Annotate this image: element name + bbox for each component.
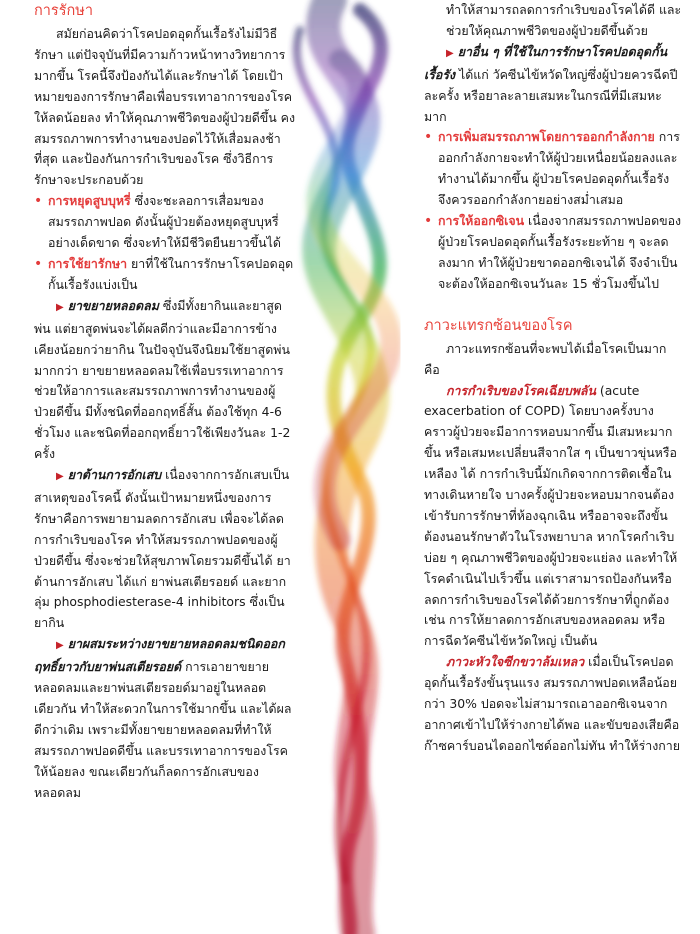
bullet-title: การให้ออกซิเจน <box>438 213 525 229</box>
bullet-title: การหยุดสูบบุหรี่ <box>48 193 131 209</box>
bullet-dot-icon: • <box>424 213 433 230</box>
right-column <box>424 0 682 757</box>
triangle-bullet-icon: ▶ <box>56 301 64 313</box>
sub-item-title: ยาผสมระหว่างยาขยายหลอดลมชนิดออกฤทธิ์ยาวกับยาพ่นสเตียรอยด์ <box>34 636 285 675</box>
left-column <box>34 0 296 804</box>
bullet-text: เนื่องจากสมรรถภาพปอดของผู้ป่วยโรคปอดอุดกั้นเรื้อรังระยะท้าย ๆ จะลดลงมาก ทำให้ผู้ป่วยขาดออกซิเจนได้ จึงจำเป็นจะต้องให้ออกซิเจนวันละ 15 ชั่วโมงขึ้นไป <box>438 213 682 291</box>
sub-item-bronchodilator <box>34 296 296 465</box>
section-heading-treatment: การรักษา <box>34 3 93 19</box>
complication-text: (acute exacerbation of COPD) โดยบางครั้งบางคราวผู้ป่วยจะมีอาการหอบมากขึ้น มีเสมหะมากขึ้น หรือเสมหะเปลี่ยนสีจากใส ๆ เป็นขาวขุ่นหรือเหลือง ได้ การกำเริบนี้มักเกิดจากการติดเชื้อในทางเดินหายใจ บางครั้งผู้ป่วยจะหอบมากจนต้องเข้ารับการรักษาที่ห้องฉุกเฉิน หรืออาจจะถึงขั้นต้องนอนรักษาตัวในโรงพยาบาล หากโรคกำเริบบ่อย ๆ คุณภาพชีวิตของผู้ป่วยจะแย่ลง และทำให้โรคดำเนินไปเร็วขึ้น แต่เราสามารถป้องกันหรือลดการกำเริบของโรคได้ด้วยการรักษาที่ถูกต้อง เช่น การให้ยาลดการอักเสบของหลอดลม หรือการฉีดวัคซีนไข้หวัดใหญ่ เป็นต้น <box>424 382 678 649</box>
sub-item-anti-inflammatory <box>34 465 296 634</box>
complication-text: เมื่อเป็นโรคปอดอุดกั้นเรื้อรังขั้นรุนแรง สมรรถภาพปอดเหลือน้อยกว่า 30% ปอดจะไม่สามารถเอาออกซิเจนจากอากาศเข้าไปให้ร่างกายได้พอ และขับของเสียคือก๊าซคาร์บอนไดออกไซด์ออกไม่ทัน ทำให้ร่างกาย <box>424 654 680 753</box>
bullet-title: การใช้ยารักษา <box>48 255 128 271</box>
bullet-text: การออกกำลังกายจะทำให้ผู้ป่วยเหนื่อยน้อยลงและทำงานได้มากขึ้น ผู้ป่วยโรคปอดอุดกั้นเรื้อรังจึงควรออกกำลังกายอย่างสม่ำเสมอ <box>438 129 680 208</box>
bullet-dot-icon: • <box>424 129 433 146</box>
triangle-bullet-icon: ▶ <box>56 471 64 483</box>
bullet-dot-icon: • <box>34 255 43 272</box>
bullet-item-oxygen <box>424 211 682 295</box>
complication-title: การกำเริบของโรคเฉียบพลัน <box>446 382 596 398</box>
triangle-bullet-icon: ▶ <box>56 640 64 652</box>
complication-acute-exacerbation <box>424 381 682 653</box>
complication-title: ภาวะหัวใจซีกขวาล้มเหลว <box>446 654 585 670</box>
triangle-bullet-icon: ▶ <box>446 47 454 59</box>
sub-item-other-drugs <box>424 42 682 128</box>
intro-paragraph: สมัยก่อนคิดว่าโรคปอดอุดกั้นเรื้อรังไม่มีวิธีรักษา แต่ปัจจุบันที่มีความก้าวหน้าทางวิทยาการมากขึ้น โรคนี้จึงป้องกันได้และรักษาได้ โดยเป้าหมายของการรักษาคือเพื่อบรรเทาอาการของโรคให้ลดน้อยลง ทำให้คุณภาพชีวิตของผู้ป่วยดีขึ้น คงสมรรถภาพการทำงานของปอดไว้ให้เสื่อมลงช้าที่สุด และป้องกันการกำเริบของโรค ซึ่งวิธีการรักษาจะประกอบด้วย <box>34 26 296 188</box>
sub-item-combination <box>34 634 296 803</box>
bullet-item-stop-smoking <box>34 191 296 254</box>
sub-item-text: เนื่องจากการอักเสบเป็นสาเหตุของโรคนี้ ดังนั้นเป้าหมายหนึ่งของการรักษาคือการพยายามลดการอักเสบ เพื่อจะได้ลดการกำเริบของโรค ทำให้สมรรถภาพปอดของผู้ป่วยดีขึ้น ซึ่งจะช่วยให้สุขภาพโดยรวมดีขึ้นได้ ยาต้านการอักเสบ ได้แก่ ยาพ่นสเตียรอยด์ และยากลุ่ม phosphodiesterase-4 inhibitors ซึ่งเป็นยากิน <box>34 467 291 631</box>
sub-item-text: ซึ่งมีทั้งยากินและยาสูดพ่น แต่ยาสูดพ่นจะได้ผลดีกว่าและมีอาการข้างเคียงน้อยกว่ายากิน ในปัจจุบันจึงนิยมใช้ยาสูดพ่นมากกว่า ยาขยายหลอดลมใช้เพื่อบรรเทาอาการช่วยให้อาการและสมรรถภาพการทำงานของผู้ป่วยดีขึ้น มีทั้งชนิดที่ออกฤทธิ์สั้น ต้องใช้ทุก 4-6 ชั่วโมง และชนิดที่ออกฤทธิ์ยาวใช้เพียงวันละ 1-2 ครั้ง <box>34 297 291 462</box>
sub-item-title: ยาอื่น ๆ ที่ใช้ในการรักษาโรคปอดอุดกั้นเรื้อรัง <box>424 43 668 82</box>
bullet-item-medication <box>34 254 296 296</box>
sub-item-title: ยาต้านการอักเสบ <box>67 467 162 483</box>
sub-item-title: ยาขยายหลอดลม <box>67 297 159 313</box>
section-heading-complications: ภาวะแทรกซ้อนของโรค <box>424 317 573 334</box>
bullet-dot-icon: • <box>34 193 43 210</box>
bullet-title: การเพิ่มสมรรถภาพโดยการออกกำลังกาย <box>438 129 655 145</box>
bullet-text: ซึ่งจะชะลอการเสื่อมของสมรรถภาพปอด ดังนั้นผู้ป่วยต้องหยุดสูบบุหรี่อย่างเด็ดขาด ซึ่งจะทำให้มีชีวิตยืนยาวขึ้นได้ <box>48 193 281 251</box>
continued-paragraph: ทำให้สามารถลดการกำเริบของโรคได้ดี และช่วยให้คุณภาพชีวิตของผู้ป่วยดีขึ้นด้วย <box>446 2 682 38</box>
bullet-item-exercise <box>424 127 682 211</box>
sub-item-text: ได้แก่ วัคซีนไข้หวัดใหญ่ซึ่งผู้ป่วยควรฉีดปีละครั้ง หรือยาละลายเสมหะในกรณีที่มีเสมหะมาก <box>424 66 678 124</box>
sub-item-text: การเอายาขยายหลอดลมและยาพ่นสเตียรอยด์มาอยู่ในหลอดเดียวกัน ทำให้สะดวกในการใช้มากขึ้น และได้ผลดีกว่าเดิม เพราะมีทั้งยาขยายหลอดลมที่ทำให้สมรรถภาพปอดดีขึ้น และบรรเทาอาการของโรคให้น้อยลง ขณะเดียวกันก็ลดการอักเสบของหลอดลม <box>34 659 292 800</box>
complications-intro: ภาวะแทรกซ้อนที่จะพบได้เมื่อโรคเป็นมากคือ <box>424 340 667 377</box>
complication-right-heart-failure <box>424 652 682 757</box>
bullet-text: ยาที่ใช้ในการรักษาโรคปอดอุดกั้นเรื้อรังแบ่งเป็น <box>48 255 294 292</box>
